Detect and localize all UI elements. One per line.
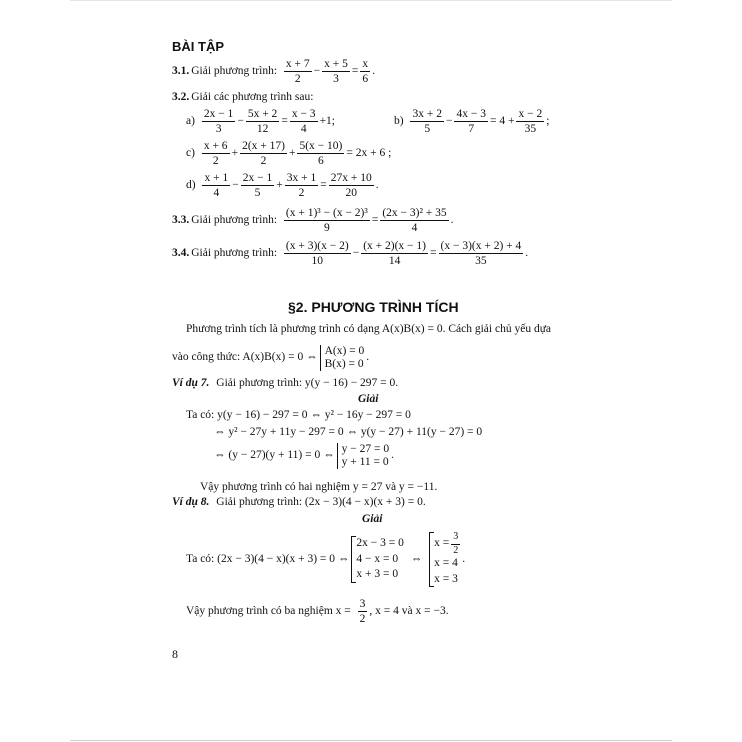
exercise-3-2-d: d) $\frac{x + 1}{4}$ − $\frac{2x - 1}{5}$ + $\frac{3x + 1}{2}$ = $\frac{27x + 10}{20}$ . [186,172,379,200]
fraction: $\frac{x + 7}{2}$ [285,58,310,86]
example-8 [172,497,426,509]
exercise-text: Giải phương trình: [191,213,278,226]
union-bracket: x = $\frac{3}{2}$ x = 4 x = 3 [429,532,460,587]
exercise-number: 3.1. [172,64,190,77]
top-edge-line [70,0,672,1]
exercise-3-2-a: a) $\frac{2x - 1}{3}$ − $\frac{5x + 2}{12}$ = $\frac{x - 3}{4}$ +1; [186,108,335,136]
theory-paragraph: Phương trình tích là phương trình có dạng A(x)B(x) = 0. Cách giải chủ yếu dựa [186,323,552,335]
exercise-number: 3.4. [172,246,190,259]
exercise-3-4: 3.4. Giải phương trình: $\frac{(x + 3)(x - 2)}{10}$ − $\frac{(x + 2)(x - 1)}{14}$ = $\frac{(x - 3)(x + 2) + 4}{35}$ . [172,240,529,268]
solution-heading: Giải [362,513,383,525]
example-text: Giải phương trình: (2x − 3)(4 − x)(x + 3) = 0. [216,496,426,508]
fraction: $\frac{x + 5}{3}$ [324,58,348,86]
exercise-text: Giải các phương trình sau: [191,91,314,103]
exercise-3-2 [172,92,313,104]
solution-line: Ta có: (2x − 3)(4 − x)(x + 3) = 0 ⇔ 2x − 3 = 0 4 − x = 0 x + 3 = 0 ⇔ x = $\frac{3}{2}$ x = 4 x = 3 . [186,532,465,587]
exercise-text: Giải phương trình: [191,246,278,259]
bottom-edge-line [70,740,672,741]
union-bracket: 2x − 3 = 0 4 − x = 0 x + 3 = 0 [351,536,403,583]
example-label: Ví dụ 8. [172,496,210,508]
example-text: Giải phương trình: y(y − 16) − 297 = 0. [216,377,399,389]
solution-heading: Giải [358,393,379,405]
example-label: Ví dụ 7. [172,377,210,389]
example-7 [172,378,398,390]
exercise-heading: BÀI TẬP [172,39,224,54]
conclusion: Vậy phương trình có ba nghiệm x = $\frac{3}{2}$ , x = 4 và x = −3. [186,598,449,626]
system-brace: y − 27 = 0 y + 11 = 0 [337,443,389,469]
exercise-3-3: 3.3. Giải phương trình: $\frac{\text{(x + 1)³ − (x − 2)³}}{9}$ = $\frac{\text{(2x − 3)² + 35}}{4}$ . [172,207,454,235]
section-title: §2. PHƯƠNG TRÌNH TÍCH [288,299,459,315]
solution-line: ⇔ y² − 27y + 11y − 297 = 0 ⇔ y(y − 27) + 11(y − 27) = 0 [214,426,483,438]
exercise-number: 3.2. [172,91,190,103]
conclusion: Vậy phương trình có hai nghiệm y = 27 và y = −11. [200,481,438,493]
exercise-number: 3.3. [172,213,190,226]
fraction: $\frac{x}{6}$ [362,58,369,86]
theory-formula: vào công thức: A(x)B(x) = 0 ⇔ A(x) = 0 B(x) = 0 . [172,345,370,371]
solution-line: Ta có: y(y − 16) − 297 = 0 ⇔ y² − 16y − 297 = 0 [186,409,411,421]
system-brace: A(x) = 0 B(x) = 0 [320,345,365,371]
exercise-3-2-c: c) $\frac{x + 6}{2}$ + $\frac{2(x + 17)}{2}$ + $\frac{5(x - 10)}{6}$ = 2x + 6 ; [186,140,392,168]
exercise-3-1: 3.1. Giải phương trình: $\frac{x + 7}{2}$ − $\frac{x + 5}{3}$ = $\frac{x}{6}$ . [172,58,376,86]
exercise-text: Giải phương trình: [191,64,278,77]
exercise-3-2-b: b) $\frac{3x + 2}{5}$ − $\frac{4x - 3}{7}$ = 4 + $\frac{x - 2}{35}$ ; [394,108,550,136]
page-number: 8 [172,647,178,661]
solution-line: ⇔ (y − 27)(y + 11) = 0 ⇔ y − 27 = 0 y + 11 = 0 . [214,443,394,469]
